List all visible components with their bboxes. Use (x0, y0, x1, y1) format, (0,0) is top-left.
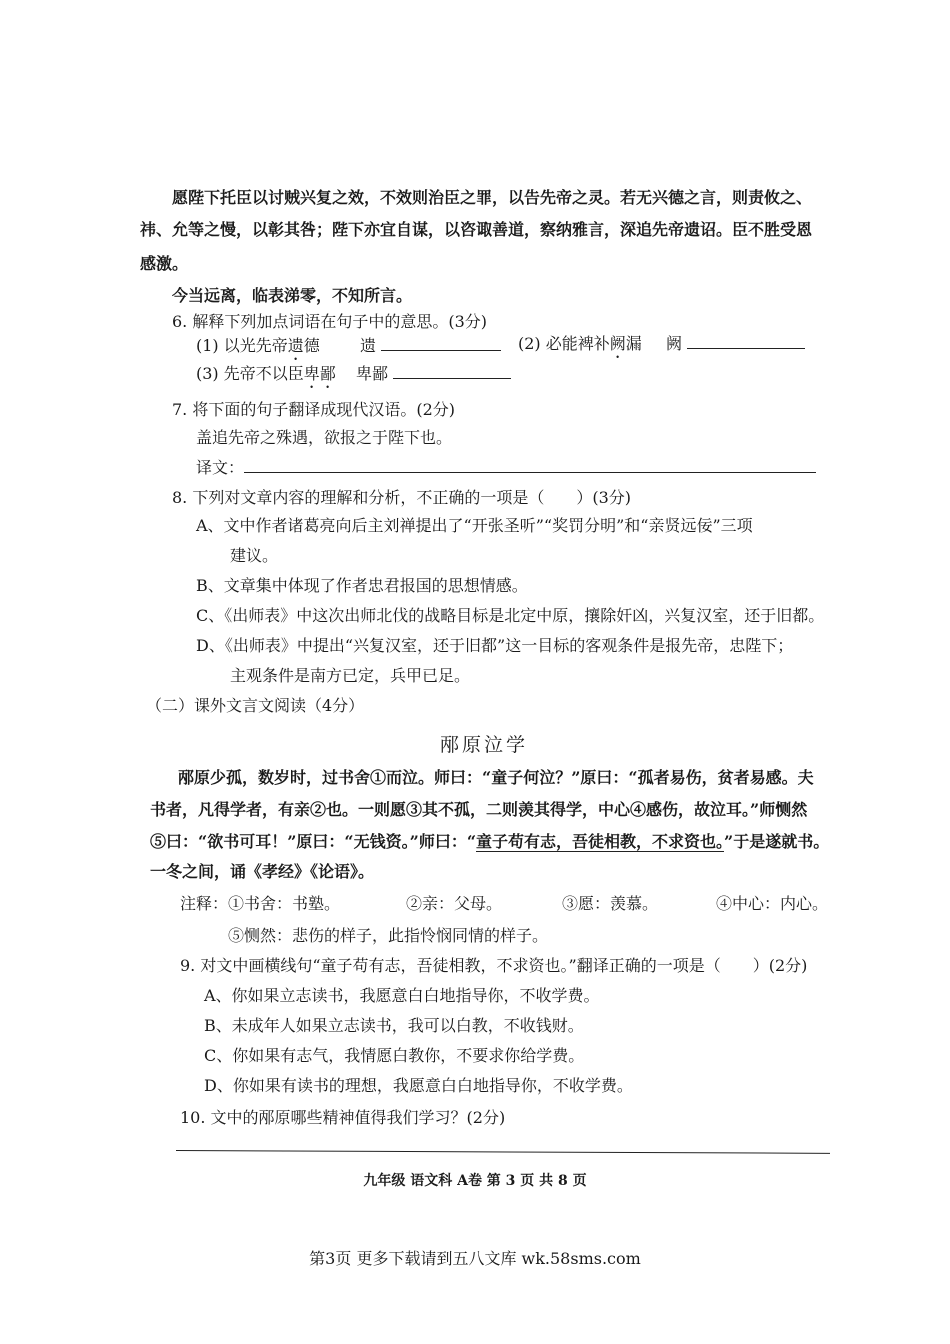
q6-item3-dot: 卑鄙 (303, 364, 336, 383)
note-4: ④中心：内心。 (716, 894, 829, 913)
q6-item2-blank[interactable] (687, 334, 805, 349)
story-line-4: 一冬之间，诵《孝经》《论语》。 (150, 862, 375, 881)
notes-label: 注释： (180, 894, 229, 913)
q8-stem: 8. 下列对文章内容的理解和分析，不正确的一项是（ ）(3分) (172, 488, 632, 507)
passage-line-4: 今当远离，临表涕零，不知所言。 (172, 286, 413, 305)
q8-option-d: D、《出师表》中提出“兴复汉室，还于旧都”这一目标的客观条件是报先帝，忠陛下； (196, 636, 794, 655)
note-5: ⑤恻然：悲伤的样子，此指怜悯同情的样子。 (228, 926, 549, 945)
story-line-3 (150, 832, 829, 852)
q8-option-a-cont: 建议。 (230, 546, 279, 565)
note-2: ②亲：父母。 (406, 894, 503, 913)
q7-answer-label: 译文： (196, 458, 245, 477)
story-line3-post: ”于是遂就书。 (724, 832, 830, 851)
q6-item2-word: 阙 (666, 334, 683, 353)
passage-line-2: 祎、允等之慢，以彰其咎；陛下亦宜自谋，以咨诹善道，察纳雅言，深追先帝遗诏。臣不胜受恩 (140, 220, 813, 239)
q6-item2-suffix: 漏 (625, 334, 642, 353)
note-1: ①书舍：书塾。 (228, 894, 341, 913)
footer-rule (176, 1150, 830, 1154)
q6-item2-prefix: (2) 必能裨补 (518, 334, 610, 353)
q6-item3-prefix: (3) 先帝不以臣 (196, 364, 304, 383)
q6-item3-word: 卑鄙 (356, 364, 389, 383)
story-title: 邴原泣学 (440, 734, 529, 756)
q6-item-3 (196, 364, 336, 392)
q6-item-1 (196, 336, 320, 364)
q6-item1-prefix: (1) 以光先帝 (196, 336, 288, 355)
q6-item3-blank[interactable] (393, 364, 511, 379)
q7-answer-line (196, 458, 816, 478)
q6-item1-blank[interactable] (381, 336, 501, 351)
q6-item-2 (518, 334, 642, 362)
q9-option-b: B、未成年人如果立志读书，我可以白教，不收钱财。 (204, 1016, 584, 1035)
q6-item-1-answer (360, 336, 501, 356)
q6-item-3-answer (356, 364, 511, 384)
section-2-heading: （二）课外文言文阅读（4分） (146, 696, 365, 715)
q6-item1-dot: 遗 (287, 336, 304, 355)
q6-item-2-answer (666, 334, 805, 354)
story-line-2: 书者，凡得学者，有亲②也。一则愿③其不孤，二则羡其得学，中心④感伤，故泣耳。”师恻然 (150, 800, 808, 819)
q8-option-c: C、《出师表》中这次出师北伐的战略目标是北定中原，攘除奸凶，兴复汉室，还于旧都。 (196, 606, 825, 625)
note-3: ③愿：羡慕。 (562, 894, 659, 913)
story-line-1: 邴原少孤，数岁时，过书舍①而泣。师曰：“童子何泣？”原曰：“孤者易伤，贫者易感。夫 (178, 768, 814, 787)
q7-answer-blank[interactable] (244, 458, 816, 473)
q8-option-d-cont: 主观条件是南方已定，兵甲已足。 (230, 666, 471, 685)
underlined-sentence: 童子苟有志，吾徒相教，不求资也。 (476, 832, 725, 851)
q9-stem: 9. 对文中画横线句“童子苟有志，吾徒相教，不求资也。”翻译正确的一项是（ ）(2分) (180, 956, 808, 975)
passage-line-3: 感激。 (140, 254, 189, 273)
q9-option-d: D、你如果有读书的理想，我愿意白白地指导你，不收学费。 (204, 1076, 633, 1095)
q9-option-a: A、你如果立志读书，我愿意白白地指导你，不收学费。 (204, 986, 600, 1005)
passage-line-1: 愿陛下托臣以讨贼兴复之效，不效则治臣之罪，以告先帝之灵。若无兴德之言，则责攸之、 (172, 188, 813, 207)
q8-option-a: A、文中作者诸葛亮向后主刘禅提出了“开张圣听”“奖罚分明”和“亲贤远佞”三项 (196, 516, 753, 535)
q7-stem: 7. 将下面的句子翻译成现代汉语。(2分) (172, 400, 456, 419)
q8-option-b: B、文章集中体现了作者忠君报国的思想情感。 (196, 576, 528, 595)
q6-item1-word: 遗 (360, 336, 377, 355)
q6-item1-suffix: 德 (303, 336, 320, 355)
page-info: 九年级 语文科 A卷 第 3 页 共 8 页 (363, 1173, 587, 1189)
q10-stem: 10. 文中的邴原哪些精神值得我们学习？(2分) (180, 1108, 506, 1127)
q6-item2-dot: 阙 (609, 334, 626, 353)
story-line3-pre: ⑤曰：“欲书可耳！”原曰：“无钱资。”师曰：“ (150, 832, 477, 851)
q9-option-c: C、你如果有志气，我情愿白教你，不要求你给学费。 (204, 1046, 585, 1065)
q6-stem: 6. 解释下列加点词语在句子中的意思。(3分) (172, 312, 488, 331)
q7-sentence: 盖追先帝之殊遇，欲报之于陛下也。 (196, 428, 453, 447)
download-note: 第3页 更多下载请到五八文库 wk.58sms.com (309, 1249, 641, 1268)
